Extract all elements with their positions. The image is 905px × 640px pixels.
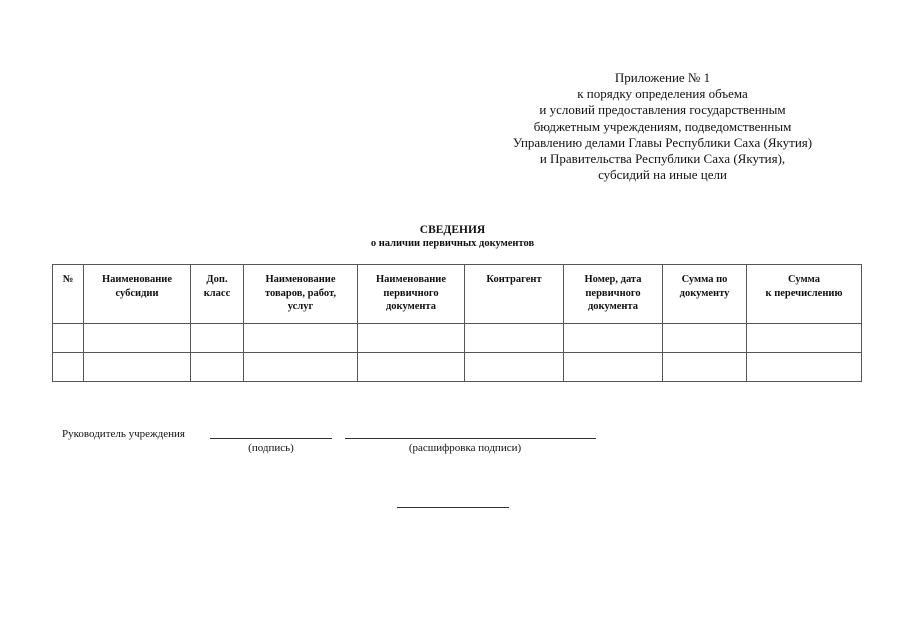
document-title: СВЕДЕНИЯ (419, 224, 486, 236)
table-cell (747, 353, 862, 382)
appendix-line: к порядку определения объема (577, 86, 748, 102)
column-header-number: № (53, 265, 84, 324)
table-cell (84, 353, 191, 382)
appendix-line: бюджетным учреждениям, подведомственным (533, 118, 792, 134)
table-header-row (53, 265, 862, 324)
appendix-line: Управлению делами Главы Республики Саха (Якутия) (512, 134, 813, 150)
column-header-counterparty: Контрагент (465, 265, 564, 324)
table-cell (465, 353, 564, 382)
table-cell (663, 324, 747, 353)
table-row (53, 324, 862, 353)
table-cell (564, 324, 663, 353)
signature-hint: (подпись) (248, 442, 294, 454)
signature-decoding-line (345, 438, 596, 439)
column-header-goods-works-services: Наименование товаров, работ, услуг (244, 265, 358, 324)
signature-decoding-hint: (расшифровка подписи) (408, 442, 522, 454)
appendix-block (480, 70, 845, 183)
table-cell (84, 324, 191, 353)
column-header-primary-document-name: Наименование первичного документа (358, 265, 465, 324)
table-cell (244, 353, 358, 382)
appendix-line: и Правительства Республики Саха (Якутия), (539, 151, 786, 167)
bottom-separator-line (397, 507, 509, 508)
signature-label: Руководитель учреждения (62, 428, 185, 440)
table-cell (663, 353, 747, 382)
table-cell (191, 324, 244, 353)
table-cell (358, 324, 465, 353)
column-header-document-number-date: Номер, дата первичного документа (564, 265, 663, 324)
table-cell (191, 353, 244, 382)
table-row (53, 353, 862, 382)
table-cell (465, 324, 564, 353)
table-cell (53, 353, 84, 382)
column-header-subsidy-name: Наименование субсидии (84, 265, 191, 324)
primary-documents-table (52, 264, 862, 382)
table-cell (244, 324, 358, 353)
document-heading (250, 223, 655, 251)
column-header-additional-class: Доп. класс (191, 265, 244, 324)
signature-line (210, 438, 332, 439)
appendix-line: и условий предоставления государственным (539, 102, 786, 118)
document-subtitle: о наличии первичных документов (370, 238, 535, 249)
column-header-document-amount: Сумма по документу (663, 265, 747, 324)
table-cell (53, 324, 84, 353)
appendix-line: Приложение № 1 (614, 70, 711, 85)
table-cell (564, 353, 663, 382)
appendix-line: субсидий на иные цели (598, 167, 727, 183)
table-cell (358, 353, 465, 382)
column-header-transfer-amount: Сумма к перечислению (747, 265, 862, 324)
table-cell (747, 324, 862, 353)
